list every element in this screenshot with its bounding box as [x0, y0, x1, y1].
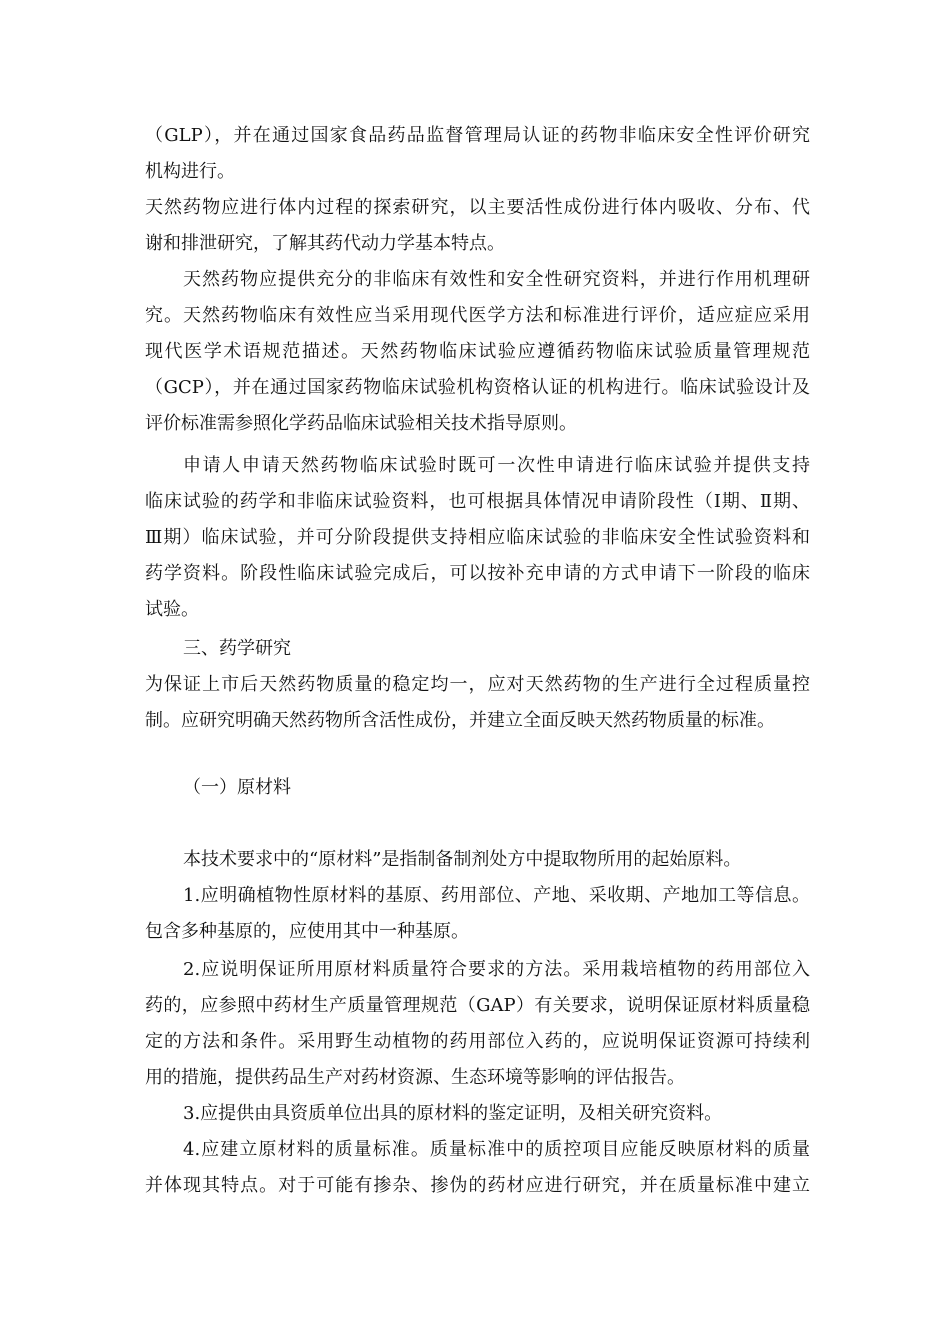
- paragraph-line: 谢和排泄研究，了解其药代动力学基本特点。: [145, 233, 505, 254]
- paragraph-line: Ⅲ期）临床试验，并可分阶段提供支持相应临床试验的非临床安全性试验资料和: [145, 527, 810, 548]
- paragraph-line: 现代医学术语规范描述。天然药物临床试验应遵循药物临床试验质量管理规范: [145, 341, 810, 362]
- paragraph-line: 天然药物应进行体内过程的探索研究，以主要活性成份进行体内吸收、分布、代: [145, 197, 810, 218]
- paragraph-line: 用的措施，提供药品生产对药材资源、生态环境等影响的评估报告。: [145, 1067, 685, 1088]
- paragraph-line: 评价标准需参照化学药品临床试验相关技术指导原则。: [145, 413, 577, 434]
- paragraph-line: 制。应研究明确天然药物所含活性成份，并建立全面反映天然药物质量的标准。: [145, 710, 775, 731]
- heading-line: （一）原材料: [183, 777, 291, 798]
- paragraph-quality-control: [145, 667, 810, 739]
- paragraph-line: 包含多种基原的，应使用其中一种基原。: [145, 921, 469, 942]
- paragraph-item-1: [145, 878, 810, 950]
- paragraph-nonclinical-efficacy: [145, 262, 810, 442]
- paragraph-clinical-trial-application: [145, 448, 810, 628]
- paragraph-glp-continuation: [145, 118, 810, 190]
- paragraph-pharmacokinetics: [145, 190, 810, 262]
- paragraph-item-3: [145, 1096, 810, 1132]
- subsection-heading-raw-materials: [145, 770, 810, 806]
- paragraph-item-2: [145, 952, 810, 1096]
- paragraph-line: （GLP），并在通过国家食品药品监督管理局认证的药物非临床安全性评价研究: [145, 125, 810, 146]
- paragraph-line: 1.应明确植物性原材料的基原、药用部位、产地、采收期、产地加工等信息。: [183, 885, 810, 906]
- paragraph-line: 4.应建立原材料的质量标准。质量标准中的质控项目应能反映原材料的质量: [183, 1139, 810, 1160]
- paragraph-line: 天然药物应提供充分的非临床有效性和安全性研究资料，并进行作用机理研: [183, 269, 810, 290]
- paragraph-line: 机构进行。: [145, 161, 235, 182]
- paragraph-line: 并体现其特点。对于可能有掺杂、掺伪的药材应进行研究，并在质量标准中建立: [145, 1175, 810, 1196]
- paragraph-line: 试验。: [145, 599, 199, 620]
- paragraph-line: 究。天然药物临床有效性应当采用现代医学方法和标准进行评价，适应症应采用: [145, 305, 810, 326]
- paragraph-line: 为保证上市后天然药物质量的稳定均一，应对天然药物的生产进行全过程质量控: [145, 674, 810, 695]
- paragraph-item-4: [145, 1132, 810, 1204]
- paragraph-line: 药学资料。阶段性临床试验完成后，可以按补充申请的方式申请下一阶段的临床: [145, 563, 810, 584]
- paragraph-line: 本技术要求中的“原材料”是指制备制剂处方中提取物所用的起始原料。: [183, 849, 742, 870]
- paragraph-line: 3.应提供由具资质单位出具的原材料的鉴定证明，及相关研究资料。: [183, 1103, 723, 1124]
- paragraph-raw-material-definition: [145, 842, 810, 878]
- paragraph-line: 临床试验的药学和非临床试验资料，也可根据具体情况申请阶段性（Ⅰ期、Ⅱ期、: [145, 491, 810, 512]
- paragraph-line: 药的，应参照中药材生产质量管理规范（GAP）有关要求，说明保证原材料质量稳: [145, 995, 810, 1016]
- heading-line: 三、药学研究: [183, 638, 291, 659]
- paragraph-line: 定的方法和条件。采用野生动植物的药用部位入药的，应说明保证资源可持续利: [145, 1031, 810, 1052]
- section-heading-pharmaceutical-research: [145, 631, 810, 667]
- paragraph-line: 申请人申请天然药物临床试验时既可一次性申请进行临床试验并提供支持: [183, 455, 810, 476]
- paragraph-line: 2.应说明保证所用原材料质量符合要求的方法。采用栽培植物的药用部位入: [183, 959, 810, 980]
- paragraph-line: （GCP），并在通过国家药物临床试验机构资格认证的机构进行。临床试验设计及: [145, 377, 810, 398]
